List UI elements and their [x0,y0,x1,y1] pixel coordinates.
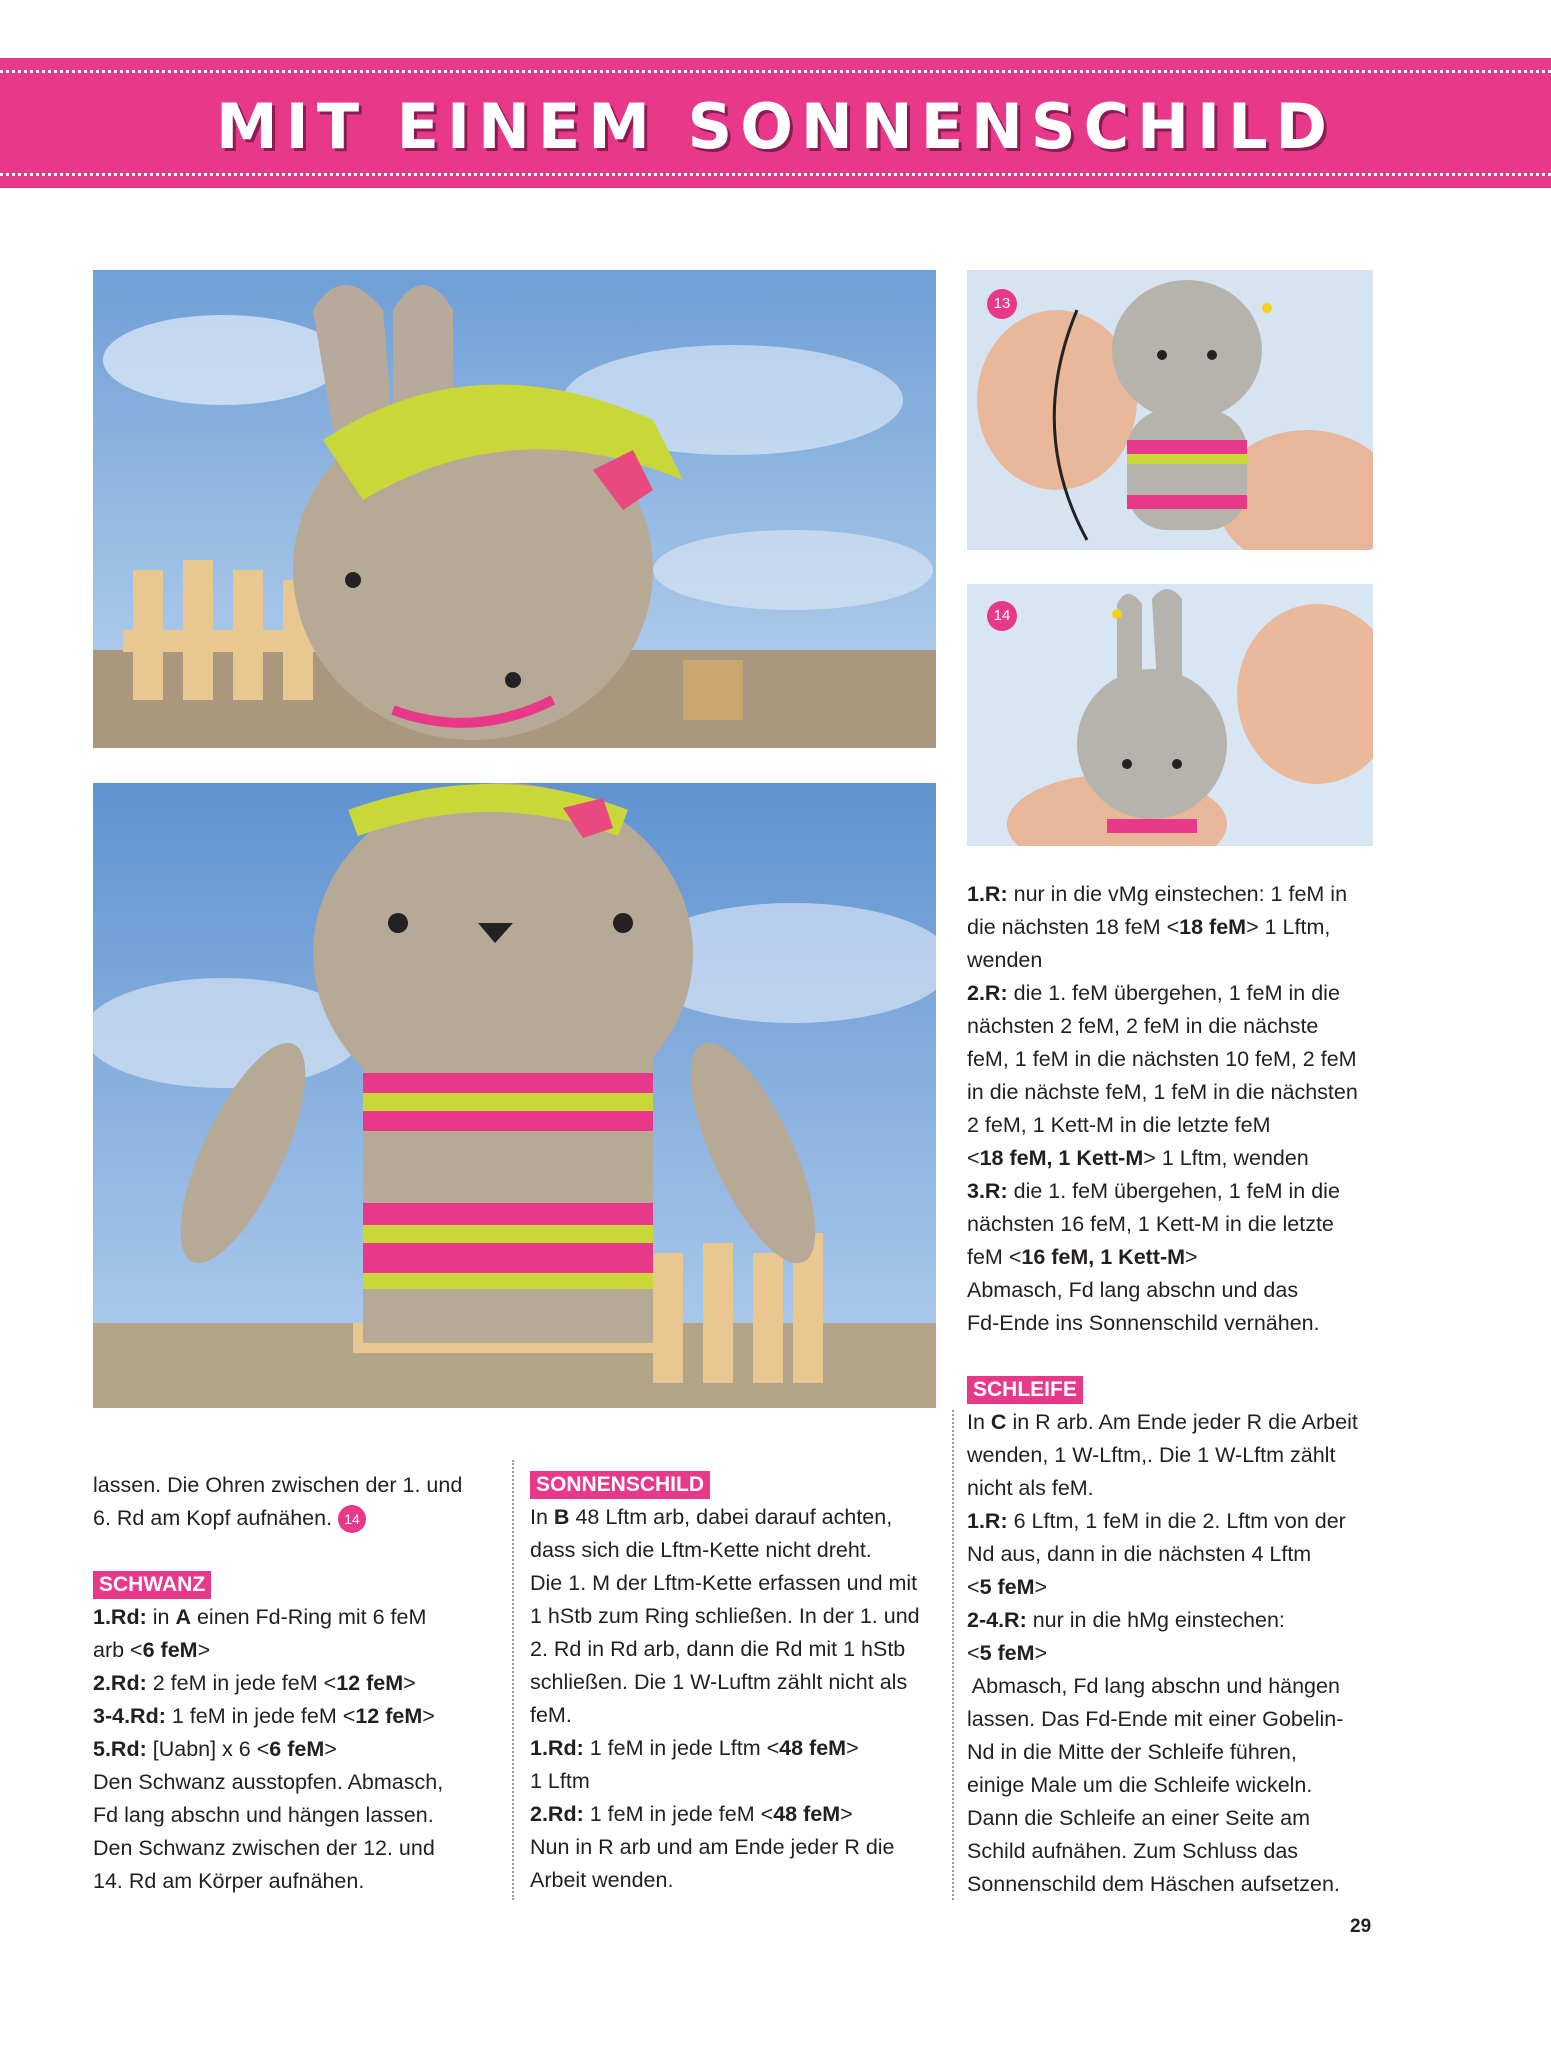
visor-row-3: 3.R: die 1. feM übergehen, 1 feM in die [967,1179,1340,1203]
step-number-14: 14 [987,601,1017,631]
schleife-final-1: Abmasch, Fd lang abschn und hängen [967,1674,1340,1698]
schleife-line-3: nicht als feM. [967,1476,1094,1500]
schleife-row-2-4: 2-4.R: nur in die hMg einstechen: [967,1608,1285,1632]
sonnenschild-line-7: feM. [530,1703,572,1727]
schleife-final-3: Nd in die Mitte der Schleife führen, [967,1740,1297,1764]
header-banner [0,58,1551,188]
schleife-final-5: Dann die Schleife an einer Seite am [967,1806,1311,1830]
column-divider-left [512,1460,514,1900]
ears-text-line1: lassen. Die Ohren zwischen der 1. und [93,1473,463,1497]
page-title: MIT EINEM SONNENSCHILD [215,90,1336,163]
schleife-row-1-count: <5 feM> [967,1575,1048,1599]
visor-row-1-end: wenden [967,948,1043,972]
visor-row-3-count: feM <16 feM, 1 Kett-M> [967,1245,1198,1269]
visor-row-2-line-b: nächsten 2 feM, 2 feM in die nächste [967,1014,1319,1038]
schwanz-round-5: 5.Rd: [Uabn] x 6 <6 feM> [93,1737,337,1761]
step-ref-14: 14 [338,1505,366,1533]
ears-text-line2: 6. Rd am Kopf aufnähen. 14 [93,1502,493,1535]
schleife-line-2: wenden, 1 W-Lftm,. Die 1 W-Lftm zählt [967,1443,1336,1467]
photo-bunny-head-visor [93,270,936,748]
sonnenschild-end-2: Arbeit wenden. [530,1868,674,1892]
visor-row-3-line-b: nächsten 16 feM, 1 Kett-M in die letzte [967,1212,1334,1236]
visor-row-1: 1.R: nur in die vMg einstechen: 1 feM in [967,882,1348,906]
schleife-line-1: In C in R arb. Am Ende jeder R die Arbeit [967,1410,1358,1434]
sonnenschild-line-3: Die 1. M der Lftm-Kette erfassen und mit [530,1571,918,1595]
schleife-row-2-4-count: <5 feM> [967,1641,1048,1665]
schwanz-text-1: Den Schwanz ausstopfen. Abmasch, [93,1770,444,1794]
step-number-13: 13 [987,289,1017,319]
section-heading-schleife: SCHLEIFE [967,1376,1083,1404]
sonnenschild-round-1: 1.Rd: 1 feM in jede Lftm <48 feM> [530,1736,859,1760]
schwanz-round-2: 2.Rd: 2 feM in jede feM <12 feM> [93,1671,416,1695]
sonnenschild-line-5: 2. Rd in Rd arb, dann die Rd mit 1 hStb [530,1637,906,1661]
banner-dotted-line-bottom [0,173,1551,176]
photo-step-13 [967,270,1373,550]
schwanz-text-2: Fd lang abschn und hängen lassen. [93,1803,434,1827]
visor-row-2-count: <18 feM, 1 Kett-M> 1 Lftm, wenden [967,1146,1309,1170]
schleife-final-4: einige Male um die Schleife wickeln. [967,1773,1313,1797]
photo-bunny-body-swimsuit [93,783,936,1408]
column-middle [530,1468,940,1897]
schleife-final-7: Sonnenschild dem Häschen aufsetzen. [967,1872,1340,1896]
photo-step-14 [967,584,1373,846]
visor-end-1: Abmasch, Fd lang abschn und das [967,1278,1299,1302]
schwanz-round-1-cont: arb <6 feM> [93,1638,211,1662]
sonnenschild-line-4: 1 hStb zum Ring schließen. In der 1. und [530,1604,920,1628]
visor-end-2: Fd-Ende ins Sonnenschild vernähen. [967,1311,1320,1335]
banner-dotted-line-top [0,70,1551,73]
visor-row-2-line-d: in die nächste feM, 1 feM in die nächsten [967,1080,1358,1104]
section-heading-schwanz: SCHWANZ [93,1571,211,1599]
schwanz-text-3: Den Schwanz zwischen der 12. und [93,1836,435,1860]
schleife-row-1: 1.R: 6 Lftm, 1 feM in die 2. Lftm von der [967,1509,1346,1533]
schwanz-text-4: 14. Rd am Körper aufnähen. [93,1869,365,1893]
schleife-row-1-cont: Nd aus, dann in die nächsten 4 Lftm [967,1542,1312,1566]
sonnenschild-line-1: In B 48 Lftm arb, dabei darauf achten, [530,1505,893,1529]
schwanz-round-1: 1.Rd: in A einen Fd-Ring mit 6 feM [93,1605,427,1629]
column-right [967,878,1382,1901]
schwanz-round-3-4: 3-4.Rd: 1 feM in jede feM <12 feM> [93,1704,435,1728]
sonnenschild-line-6: schließen. Die 1 W-Luftm zählt nicht als [530,1670,908,1694]
visor-row-2-line-c: feM, 1 feM in die nächsten 10 feM, 2 feM [967,1047,1357,1071]
section-heading-sonnenschild: SONNENSCHILD [530,1471,710,1499]
schleife-final-2: lassen. Das Fd-Ende mit einer Gobelin- [967,1707,1344,1731]
schleife-final-6: Schild aufnähen. Zum Schluss das [967,1839,1299,1863]
sonnenschild-round-2: 2.Rd: 1 feM in jede feM <48 feM> [530,1802,853,1826]
sonnenschild-line-2: dass sich die Lftm-Kette nicht dreht. [530,1538,872,1562]
visor-row-2: 2.R: die 1. feM übergehen, 1 feM in die [967,981,1340,1005]
column-divider-right [952,1410,954,1900]
column-left [93,1469,493,1898]
page-number: 29 [1350,1916,1372,1937]
visor-row-1-cont: die nächsten 18 feM <18 feM> 1 Lftm, [967,915,1331,939]
sonnenschild-end-1: Nun in R arb und am Ende jeder R die [530,1835,895,1859]
visor-row-2-line-e: 2 feM, 1 Kett-M in die letzte feM [967,1113,1271,1137]
sonnenschild-round-1-cont: 1 Lftm [530,1769,590,1793]
